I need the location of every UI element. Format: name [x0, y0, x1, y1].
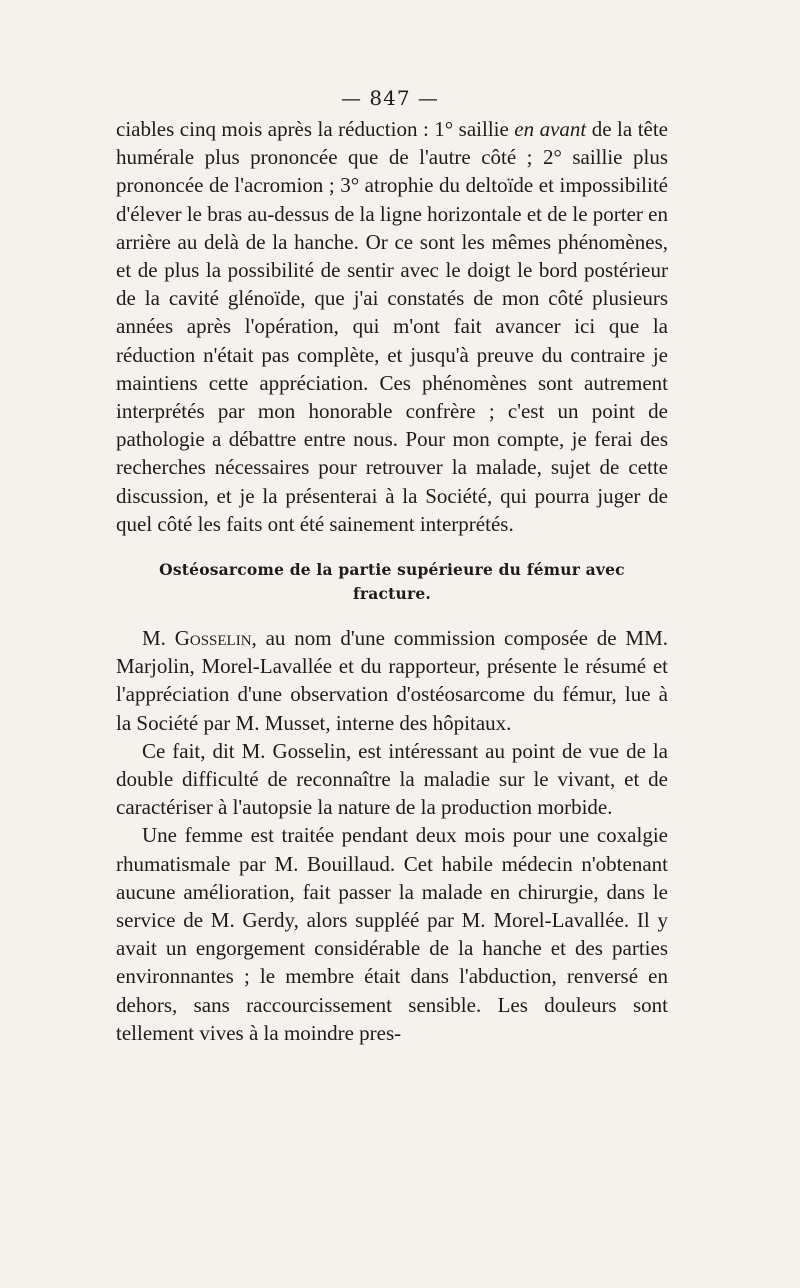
paragraph-interest: Ce fait, dit M. Gosselin, est intéressant au point de vue de la double difficulté de reconnaître la maladie sur le vivant, et de caractériser à l'autopsie la nature de la production morbide. [116, 738, 668, 820]
paragraph-commission-text: au nom d'une commission composée de MM. Marjolin, Morel-Lavallée et du rapporteur, présente le résumé et l'appréciation d'une observation d'ostéosarcome du fémur, lue à la Société par M. Musset, interne des hôpitaux. [116, 626, 668, 735]
paragraph-continued: ciables cinq mois après la réduction : 1° saillie en avant de la tête humérale plus prononcée que de l'autre côté ; 2° saillie plus prononcée de l'acromion ; 3° atrophie du deltoïde et impossibilité d'élever le bras au-dessus de la ligne horizontale et de le porter en arrière au delà de la hanche. Or ce sont les mêmes phénomènes, et de plus la possibilité de sentir avec le doigt le bord postérieur de la cavité glénoïde, que j'ai constatés de mon côté plusieurs années après l'opération, qui m'ont fait avancer ici que la réduction n'était pas complète, et jusqu'à preuve du contraire je maintiens cette appréciation. Ces phénomènes sont autrement interprétés par mon honorable confrère ; c'est un point de pathologie a débattre entre nous. Pour mon compte, je ferai des recherches nécessaires pour retrouver la malade, sujet de cette discussion, et je la présenterai à la Société, qui pourra juger de quel côté les faits ont été sainement interprétés. [116, 117, 668, 536]
author-name: M. Gosselin, [142, 626, 257, 651]
paragraph-case: Une femme est traitée pendant deux mois pour une coxalgie rhumatismale par M. Bouillaud. Cet habile médecin n'obtenant aucune amélioration, fait passer la malade en chirurgie, dans le service de M. Gerdy, alors suppléé par M. Morel-Lavallée. Il y avait un engorgement considérable de la hanche et des parties environnantes ; le membre était dans l'abduction, renversé en dehors, sans raccourcissement sensible. Les douleurs sont tellement vives à la moindre pres- [116, 823, 668, 1045]
body-text [116, 115, 668, 1047]
page-number: — 847 — [341, 86, 439, 110]
emphasis-en-avant: en avant [514, 117, 587, 141]
paragraph-commission [116, 624, 668, 737]
section-heading: Ostéosarcome de la partie supérieure du fémur avec fracture. [159, 560, 625, 604]
